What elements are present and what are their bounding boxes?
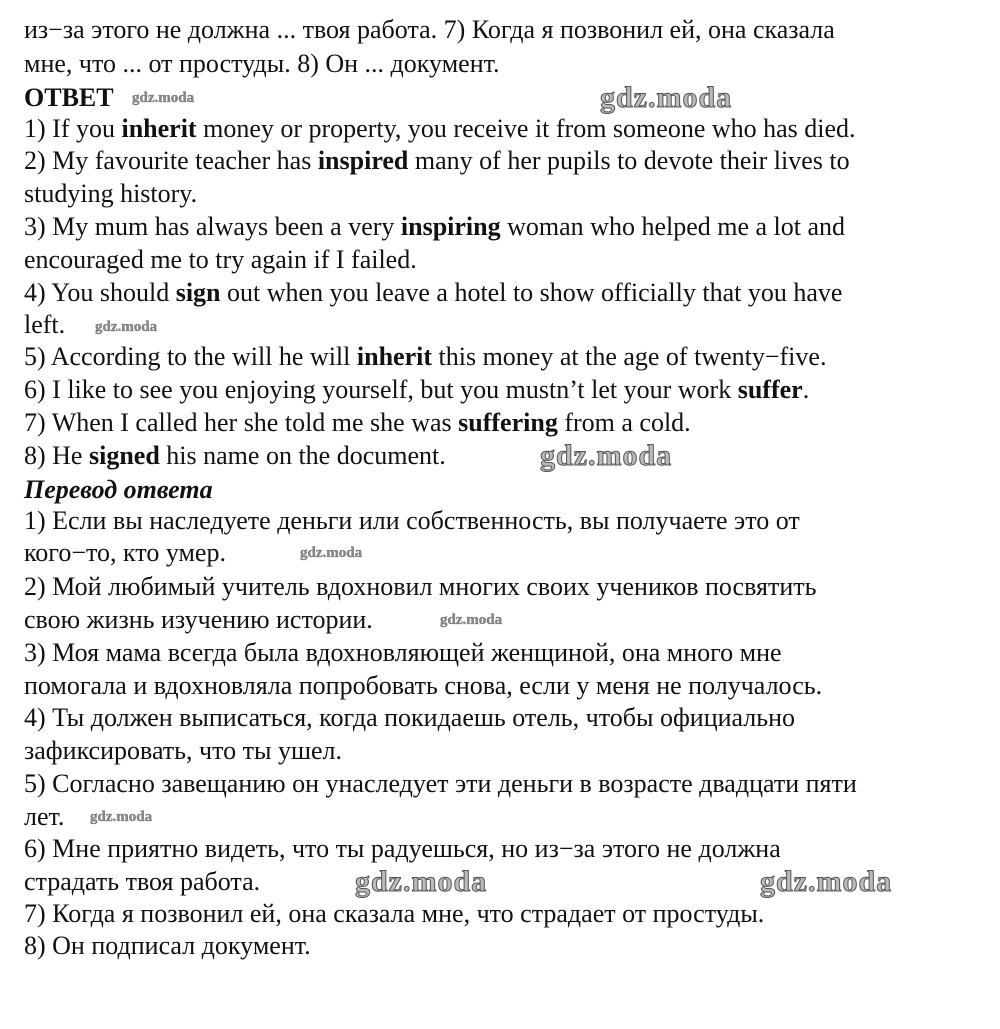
text-segment: кого−то, кто умер. [24, 538, 226, 567]
bold-keyword: signed [88, 441, 160, 470]
text-segment: свою жизнь изучению истории. [24, 605, 373, 634]
text-segment: страдать твоя работа. [24, 867, 261, 896]
text-line [24, 114, 856, 144]
bold-keyword: sign [175, 278, 221, 307]
watermark-logo: gdz.moda [760, 865, 893, 898]
bold-keyword: inherit [121, 114, 197, 143]
text-line [24, 146, 850, 176]
watermark-logo: gdz.moda [600, 81, 733, 114]
text-segment: money or property, you receive it from someone who has died. [196, 114, 856, 143]
watermark-logo: gdz.moda [132, 90, 195, 106]
text-line [24, 736, 342, 766]
watermark-logo: gdz.moda [300, 545, 363, 561]
text-segment: 3) Моя мама всегда была вдохновляющей женщиной, она много мне [24, 638, 782, 667]
text-line [24, 867, 260, 897]
watermark-logo: gdz.moda [540, 439, 673, 472]
watermark-logo: gdz.moda [95, 319, 158, 335]
text-line [24, 671, 822, 701]
text-line [24, 15, 835, 45]
text-segment: encouraged me to try again if I failed. [24, 245, 417, 274]
text-line [24, 475, 213, 505]
text-segment: 8) Он подписал документ. [24, 931, 311, 960]
text-line [24, 638, 782, 668]
text-segment: 2) Мой любимый учитель вдохновил многих своих учеников посвятить [24, 572, 817, 601]
text-segment: 5) Согласно завещанию он унаследует эти деньги в возрасте двадцати пяти [24, 769, 857, 798]
text-segment: лет. [24, 802, 65, 831]
text-segment: many of her pupils to devote their lives to [408, 146, 850, 175]
text-line [24, 769, 857, 799]
text-segment: 4) You should [24, 278, 176, 307]
watermark-logo: gdz.moda [355, 865, 488, 898]
text-line [24, 310, 65, 340]
text-line [24, 802, 64, 832]
text-segment: out when you leave a hotel to show officially that you have [220, 278, 843, 307]
text-segment: . [802, 375, 810, 404]
text-segment: studying history. [24, 179, 198, 208]
text-line [24, 834, 781, 864]
text-line [24, 441, 446, 471]
text-line [24, 179, 197, 209]
text-segment: 7) Когда я позвонил ей, она сказала мне, что страдает от простуды. [24, 899, 765, 928]
text-segment: 6) I like to see you enjoying yourself, but you mustn’t let your work [24, 375, 738, 404]
text-segment: помогала и вдохновляла попробовать снова, если у меня не получалось. [24, 671, 823, 700]
text-segment: 4) Ты должен выписаться, когда покидаешь отель, чтобы официально [24, 703, 796, 732]
text-segment: this money at the age of twenty−five. [432, 342, 827, 371]
text-segment: 6) Мне приятно видеть, что ты радуешься, но из−за этого не должна [24, 834, 781, 863]
text-line [24, 83, 114, 113]
text-segment: мне, что ... от простуды. 8) Он ... документ. [24, 49, 500, 78]
text-line [24, 212, 845, 242]
text-segment: 1) If you [24, 114, 122, 143]
text-line [24, 605, 373, 635]
text-segment: his name on the document. [159, 441, 446, 470]
text-segment: woman who helped me a lot and [500, 212, 846, 241]
text-segment: 8) He [24, 441, 89, 470]
watermark-logo: gdz.moda [90, 809, 153, 825]
text-segment: зафиксировать, что ты ушел. [24, 736, 342, 765]
text-segment: 7) When I called her she told me she was [24, 408, 459, 437]
bold-keyword: inspiring [400, 212, 501, 241]
text-line [24, 49, 500, 79]
bold-keyword: inherit [356, 342, 432, 371]
text-line [24, 538, 226, 568]
text-line [24, 342, 826, 372]
text-line [24, 899, 764, 929]
text-line [24, 703, 795, 733]
text-segment: 2) My favourite teacher has [24, 146, 318, 175]
text-segment: из−за этого не должна ... твоя работа. 7) Когда я позвонил ей, она сказала [24, 15, 835, 44]
bold-keyword: ОТВЕТ [24, 83, 114, 112]
text-segment: 1) Если вы наследуете деньги или собственность, вы получаете это от [24, 506, 800, 535]
text-line [24, 245, 417, 275]
text-segment: from a cold. [557, 408, 691, 437]
text-line [24, 408, 691, 438]
text-line [24, 931, 311, 961]
text-line [24, 278, 842, 308]
text-segment: left. [24, 310, 66, 339]
text-segment: 5) According to the will he will [24, 342, 357, 371]
text-line [24, 572, 816, 602]
text-segment: 3) My mum has always been a very [24, 212, 401, 241]
text-line [24, 506, 800, 536]
text-line [24, 375, 809, 405]
section-heading: Перевод ответа [24, 475, 213, 504]
bold-keyword: suffering [458, 408, 558, 437]
watermark-logo: gdz.moda [440, 612, 503, 628]
bold-keyword: suffer [737, 375, 803, 404]
bold-keyword: inspired [317, 146, 409, 175]
